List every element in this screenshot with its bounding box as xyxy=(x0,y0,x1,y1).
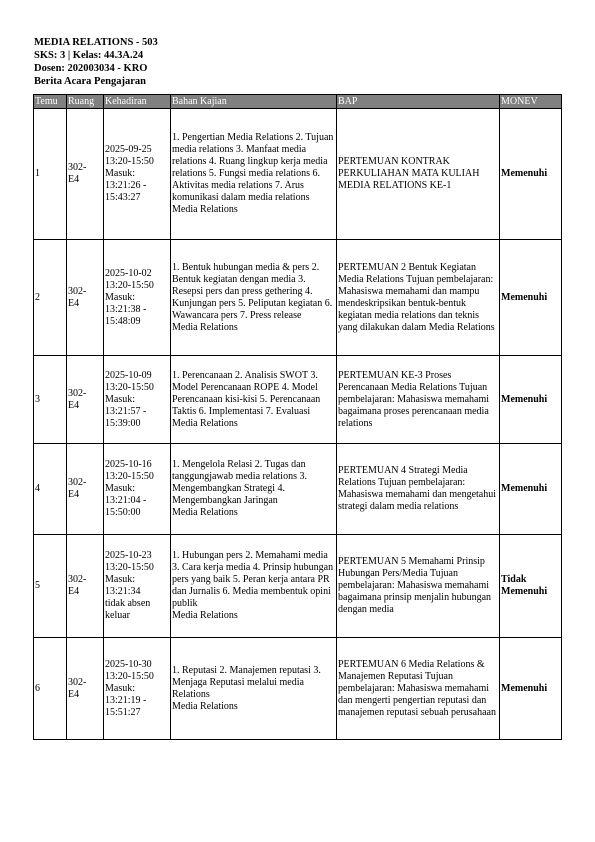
cell-kehadiran: 2025-09-25 13:20-15:50 Masuk: 13:21:26 - 15:43:27 xyxy=(104,109,171,240)
column-header-bap: BAP xyxy=(337,95,500,109)
cell-ruang: 302- E4 xyxy=(67,444,104,535)
table-row xyxy=(34,109,562,240)
cell-temu: 2 xyxy=(34,240,67,356)
bahan-kajian-course: Media Relations xyxy=(172,507,238,518)
cell-ruang: 302- E4 xyxy=(67,240,104,356)
document-header xyxy=(34,36,158,88)
column-header-bahan-kajian: Bahan Kajian xyxy=(171,95,337,109)
cell-bap: PERTEMUAN 6 Media Relations & Manajemen Reputasi Tujuan pembelajaran: Mahasiswa memahami dan mengerti pengertian reputasi dan manajemen reputasi sebuah perusahaan xyxy=(337,638,500,740)
bahan-kajian-text: 1. Perencanaan 2. Analisis SWOT 3. Model Perencanaan ROPE 4. Model Perencanaan kisi-kisi 5. Perencanaan Taktis 6. Implementasi 7. Evaluasi xyxy=(172,369,321,417)
cell-bap: PERTEMUAN 5 Memahami Prinsip Hubungan Pers/Media Tujuan pembelajaran: Mahasiswa memahami bagaimana prinsip menjalin hubungan dengan media xyxy=(337,535,500,638)
cell-bahan-kajian xyxy=(171,240,337,356)
cell-temu: 6 xyxy=(34,638,67,740)
cell-bap: PERTEMUAN 2 Bentuk Kegiatan Media Relations Tujuan pembelajaran: Mahasiswa memahami dan mampu mendeskripsikan bentuk-bentuk kegiatan media relations dan teknis yang dilakukan dalam Media Relations xyxy=(337,240,500,356)
dosen: Dosen: 202003034 - KRO xyxy=(34,63,148,74)
bahan-kajian-course: Media Relations xyxy=(172,417,238,429)
cell-monev: Memenuhi xyxy=(500,444,562,535)
table-row xyxy=(34,240,562,356)
cell-bap: PERTEMUAN 4 Strategi Media Relations Tujuan pembelajaran: Mahasiswa memahami dan mengetahui strategi dalam media relations xyxy=(337,444,500,535)
bahan-kajian-text: 1. Mengelola Relasi 2. Tugas dan tanggungjawab media relations 3. Mengembangkan Strategi 4. Mengembangkan Jaringan xyxy=(172,459,307,506)
cell-temu: 4 xyxy=(34,444,67,535)
column-header-temu: Temu xyxy=(34,95,67,109)
cell-bahan-kajian xyxy=(171,638,337,740)
column-header-kehadiran: Kehadiran xyxy=(104,95,171,109)
section-title: Berita Acara Pengajaran xyxy=(34,76,146,87)
bahan-kajian-course: Media Relations xyxy=(172,610,238,621)
cell-kehadiran: 2025-10-16 13:20-15:50 Masuk: 13:21:04 - 15:50:00 xyxy=(104,444,171,535)
cell-bahan-kajian xyxy=(171,535,337,638)
table-row xyxy=(34,638,562,740)
cell-bahan-kajian xyxy=(171,356,337,444)
cell-ruang: 302- E4 xyxy=(67,109,104,240)
bahan-kajian-text: 1. Bentuk hubungan media & pers 2. Bentuk kegiatan dengan media 3. Resepsi pers dan press gethering 4. Kunjungan pers 5. Peliputan kegiatan 6. Wawancara pers 7. Press release xyxy=(172,261,333,321)
column-header-monev: MONEV xyxy=(500,95,562,109)
cell-ruang: 302- E4 xyxy=(67,638,104,740)
cell-bap: PERTEMUAN KONTRAK PERKULIAHAN MATA KULIAH MEDIA RELATIONS KE-1 xyxy=(337,109,500,240)
table-row xyxy=(34,535,562,638)
bahan-kajian-text: 1. Hubungan pers 2. Memahami media 3. Cara kerja media 4. Prinsip hubungan pers yang baik 5. Peran kerja antara PR dan Jurnalis 6. Media membentuk opini publik xyxy=(172,550,334,609)
cell-kehadiran: 2025-10-23 13:20-15:50 Masuk: 13:21:34 tidak absen keluar xyxy=(104,535,171,638)
cell-bap: PERTEMUAN KE-3 Proses Perencanaan Media Relations Tujuan pembelajaran: Mahasiswa memahami bagaimana proses perencanaan media relations xyxy=(337,356,500,444)
cell-temu: 5 xyxy=(34,535,67,638)
bap-table xyxy=(33,94,562,740)
sks-kelas: SKS: 3 | Kelas: 44.3A.24 xyxy=(34,50,144,61)
table-row xyxy=(34,444,562,535)
cell-kehadiran: 2025-10-02 13:20-15:50 Masuk: 13:21:38 - 15:48:09 xyxy=(104,240,171,356)
bahan-kajian-course: Media Relations xyxy=(172,204,238,215)
cell-monev: Memenuhi xyxy=(500,356,562,444)
bahan-kajian-text: 1. Reputasi 2. Manajemen reputasi 3. Menjaga Reputasi melalui media Relations xyxy=(172,664,321,700)
cell-monev: Memenuhi xyxy=(500,109,562,240)
cell-temu: 3 xyxy=(34,356,67,444)
cell-kehadiran: 2025-10-09 13:20-15:50 Masuk: 13:21:57 - 15:39:00 xyxy=(104,356,171,444)
cell-ruang: 302- E4 xyxy=(67,535,104,638)
bahan-kajian-course: Media Relations xyxy=(172,700,238,712)
cell-kehadiran: 2025-10-30 13:20-15:50 Masuk: 13:21:19 - 15:51:27 xyxy=(104,638,171,740)
table-row xyxy=(34,356,562,444)
cell-monev: Memenuhi xyxy=(500,240,562,356)
cell-temu: 1 xyxy=(34,109,67,240)
cell-bahan-kajian xyxy=(171,109,337,240)
bahan-kajian-course: Media Relations xyxy=(172,321,238,333)
table-header-row xyxy=(34,95,562,109)
cell-ruang: 302- E4 xyxy=(67,356,104,444)
cell-monev: Memenuhi xyxy=(500,638,562,740)
bahan-kajian-text: 1. Pengertian Media Relations 2. Tujuan media relations 3. Manfaat media relations 4. Ruang lingkup kerja media relations 5. Fungsi media relations 6. Aktivitas media relations 7. Arus komunikasi dalam media relations xyxy=(172,132,334,203)
course-title: MEDIA RELATIONS - 503 xyxy=(34,37,158,48)
cell-monev: Tidak Memenuhi xyxy=(500,535,562,638)
cell-bahan-kajian xyxy=(171,444,337,535)
column-header-ruang: Ruang xyxy=(67,95,104,109)
